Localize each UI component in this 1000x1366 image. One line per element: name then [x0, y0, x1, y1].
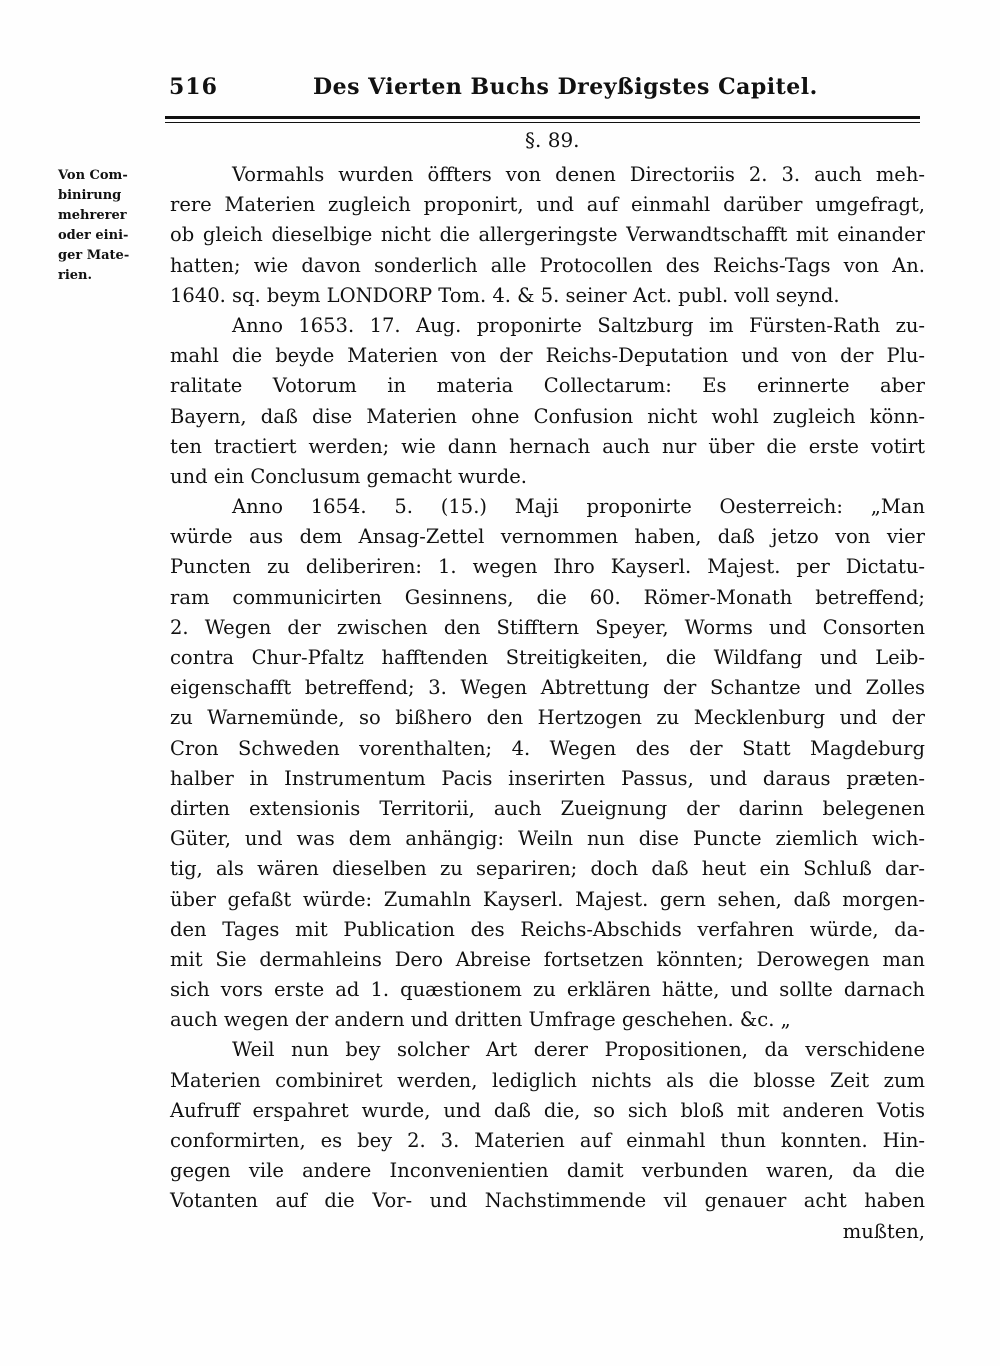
text-line: 1640. sq. beym LONDORP Tom. 4. & 5. seiner Act. publ. voll seynd. — [170, 283, 840, 307]
text-line: Votanten auf die Vor- und Nachstimmende vil genauer acht haben — [170, 1189, 925, 1213]
header-rule — [165, 116, 920, 119]
text-line: Materien combiniret werden, lediglich nichts als die blosse Zeit zum — [170, 1068, 925, 1092]
text-line: den Tages mit Publication des Reichs-Abschids verfahren würde, da- — [170, 917, 925, 941]
text-line: hatten; wie davon sonderlich alle Protocollen des Reichs-Tags von An. — [170, 253, 925, 277]
text-line: Anno 1654. 5. (15.) Maji proponirte Oesterreich: „Man — [232, 495, 925, 519]
margin-note-line: oder eini- — [58, 228, 129, 243]
running-title: Des Vierten Buchs Dreyßigstes Capitel. — [313, 74, 818, 100]
text-line: Cron Schweden vorenthalten; 4. Wegen des der Statt Magdeburg — [170, 736, 925, 760]
text-line: Puncten zu deliberiren: 1. wegen Ihro Kayserl. Majest. per Dictatu- — [170, 555, 925, 579]
catchword: mußten, — [842, 1219, 925, 1243]
margin-note-line: binirung — [58, 188, 122, 203]
text-line: über gefaßt würde: Zumahln Kayserl. Majest. gern sehen, daß morgen- — [170, 887, 925, 911]
text-line: ob gleich dieselbige nicht die allergeringste Verwandtschafft mit einander — [170, 223, 925, 247]
text-line: contra Chur-Pfaltz hafftenden Streitigkeiten, die Wildfang und Leib- — [170, 646, 925, 669]
text-line: gegen vile andere Inconvenientien damit verbunden waren, da die — [170, 1159, 925, 1183]
text-line: tig, als wären dieselben zu separiren; doch daß heut ein Schluß dar- — [170, 857, 925, 881]
text-line: dirten extensionis Territorii, auch Zueignung der darinn belegenen — [170, 796, 925, 820]
text-line: sich vors erste ad 1. quæstionem zu erklären hätte, und sollte darnach — [170, 978, 925, 1002]
page-number: 516 — [169, 74, 218, 100]
text-line: conformirten, es bey 2. 3. Materien auf einmahl thun konnten. Hin- — [170, 1129, 925, 1152]
margin-note — [58, 166, 158, 286]
text-line: halber in Instrumentum Pacis inserirten Passus, und daraus præten- — [170, 766, 925, 790]
text-line: Anno 1653. 17. Aug. proponirte Saltzburg im Fürsten-Rath zu- — [232, 313, 925, 337]
page-header — [165, 74, 930, 110]
section-number: §. 89. — [525, 128, 580, 152]
text-line: mit Sie dermahleins Dero Abreise fortsetzen könnten; Derowegen man — [170, 947, 925, 971]
margin-note-line: rien. — [58, 268, 93, 283]
text-line: und ein Conclusum gemacht wurde. — [170, 464, 527, 488]
text-line: ram communicirten Gesinnens, die 60. Römer-Monath betreffend; — [170, 585, 925, 609]
margin-note-line: mehrerer — [58, 208, 127, 223]
margin-note-line: Von Com- — [58, 168, 128, 183]
body-text — [170, 160, 925, 1247]
margin-note-line: ger Mate- — [58, 248, 130, 263]
text-line: würde aus dem Ansag-Zettel vernommen haben, daß jetzo von vier — [170, 525, 925, 549]
text-line: Güter, und was dem anhängig: Weiln nun dise Puncte ziemlich wich- — [170, 827, 925, 851]
text-line: 2. Wegen der zwischen den Stifftern Speyer, Worms und Consorten — [170, 615, 925, 639]
text-line: Aufruff erspahret wurde, und daß die, so sich bloß mit anderen Votis — [170, 1098, 925, 1122]
text-line: Bayern, daß dise Materien ohne Confusion nicht wohl zugleich könn- — [170, 404, 925, 428]
text-line: rere Materien zugleich proponirt, und auf einmahl darüber umgefragt, — [170, 193, 925, 217]
text-line: auch wegen der andern und dritten Umfrage geschehen. &c. „ — [170, 1008, 791, 1032]
header-rule-thin — [165, 122, 920, 123]
text-line: eigenschafft betreffend; 3. Wegen Abtrettung der Schantze und Zolles — [170, 676, 925, 700]
text-line: zu Warnemünde, so bißhero den Hertzogen zu Mecklenburg und der — [170, 706, 925, 730]
text-line: ralitate Votorum in materia Collectarum: Es erinnerte aber — [170, 374, 925, 398]
text-line: Vormahls wurden öffters von denen Directoriis 2. 3. auch meh- — [232, 163, 925, 186]
text-line: mahl die beyde Materien von der Reichs-Deputation und von der Plu- — [170, 344, 925, 368]
text-line: ten tractiert werden; wie dann hernach auch nur über die erste votirt — [170, 434, 925, 458]
text-line: Weil nun bey solcher Art derer Propositionen, da verschidene — [232, 1038, 925, 1062]
